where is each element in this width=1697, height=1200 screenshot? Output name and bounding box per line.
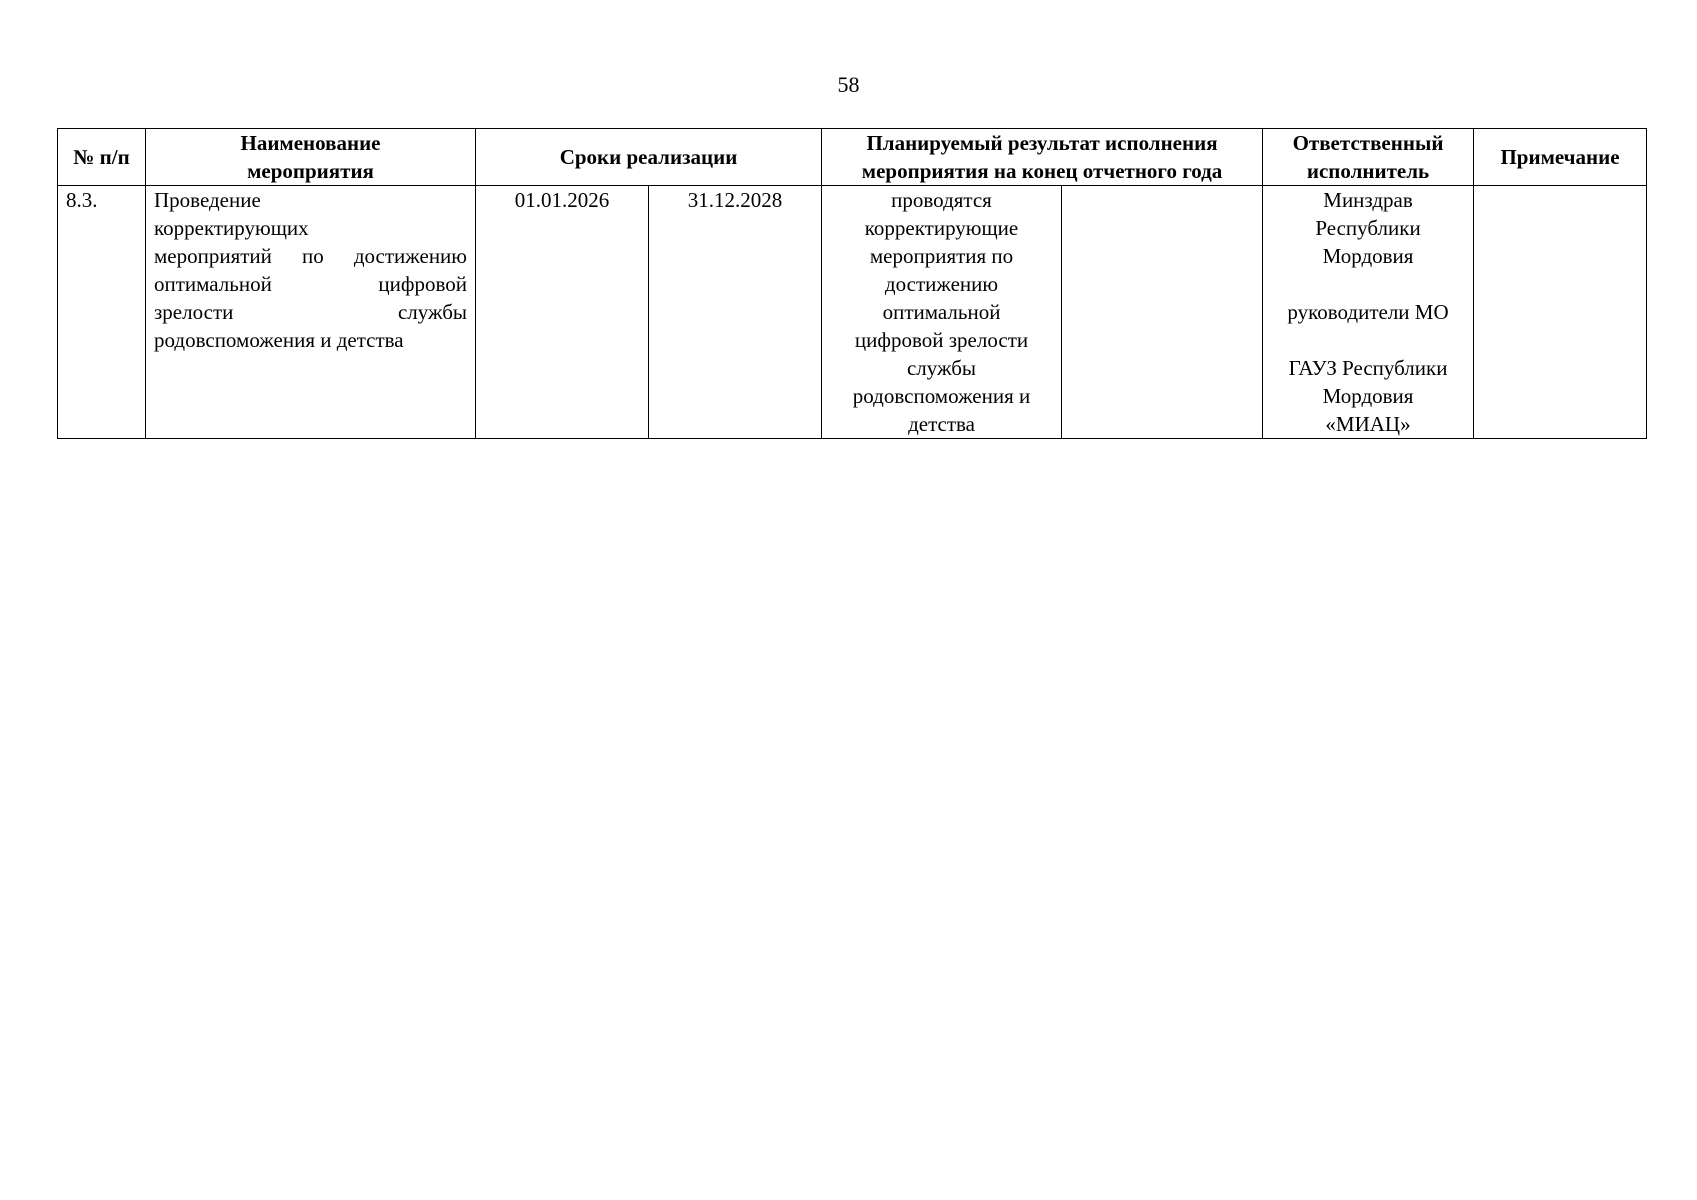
page-number: 58 bbox=[837, 72, 860, 97]
name-line: зрелости службы bbox=[154, 300, 467, 324]
cell-name bbox=[146, 186, 476, 439]
result-line: достижению bbox=[884, 272, 999, 296]
header-responsible bbox=[1263, 129, 1474, 186]
header-row bbox=[58, 129, 1647, 186]
cell-result-extra bbox=[1062, 186, 1263, 439]
table-header bbox=[58, 129, 1647, 186]
name-line: родовспоможения и детства bbox=[154, 328, 404, 352]
activity-table bbox=[57, 128, 1647, 439]
name-line: корректирующих bbox=[154, 216, 309, 240]
cell-note bbox=[1474, 186, 1647, 439]
result-line: службы bbox=[906, 356, 977, 380]
header-name-line: Наименование bbox=[240, 131, 381, 155]
header-note: Примечание bbox=[1474, 129, 1647, 186]
result-line: оптимальной bbox=[882, 300, 1001, 324]
header-result-line: мероприятия на конец отчетного года bbox=[861, 159, 1223, 183]
responsible-spacer bbox=[1271, 326, 1465, 354]
cell-start-date: 01.01.2026 bbox=[476, 186, 649, 439]
cell-responsible bbox=[1263, 186, 1474, 439]
name-line: Проведение bbox=[154, 188, 261, 212]
result-line: детства bbox=[908, 412, 975, 436]
header-dates: Сроки реализации bbox=[476, 129, 822, 186]
responsible-line: «МИАЦ» bbox=[1325, 412, 1411, 436]
result-line: мероприятия по bbox=[869, 244, 1014, 268]
cell-end-date: 31.12.2028 bbox=[649, 186, 822, 439]
header-responsible-line: Ответственный bbox=[1292, 131, 1444, 155]
table-row bbox=[58, 186, 1647, 439]
header-result bbox=[822, 129, 1263, 186]
result-line: корректирующие bbox=[864, 216, 1019, 240]
result-line: родовспоможения и bbox=[852, 384, 1031, 408]
result-line: проводятся bbox=[891, 188, 992, 212]
responsible-line: Мордовия bbox=[1322, 244, 1414, 268]
name-line: мероприятий по достижению bbox=[154, 244, 467, 268]
header-responsible-line: исполнитель bbox=[1306, 159, 1430, 183]
responsible-line: Республики bbox=[1315, 216, 1421, 240]
name-line: оптимальной цифровой bbox=[154, 272, 467, 296]
cell-result bbox=[822, 186, 1062, 439]
header-name-line: мероприятия bbox=[247, 159, 374, 183]
responsible-line: Мордовия bbox=[1322, 384, 1414, 408]
header-result-line: Планируемый результат исполнения bbox=[866, 131, 1218, 155]
responsible-line: руководители МО bbox=[1287, 300, 1449, 324]
responsible-line: ГАУЗ Республики bbox=[1288, 356, 1448, 380]
responsible-spacer bbox=[1271, 270, 1465, 298]
result-line: цифровой зрелости bbox=[854, 328, 1029, 352]
header-name bbox=[146, 129, 476, 186]
cell-num: 8.3. bbox=[58, 186, 146, 439]
header-num: № п/п bbox=[58, 129, 146, 186]
responsible-line: Минздрав bbox=[1323, 188, 1413, 212]
